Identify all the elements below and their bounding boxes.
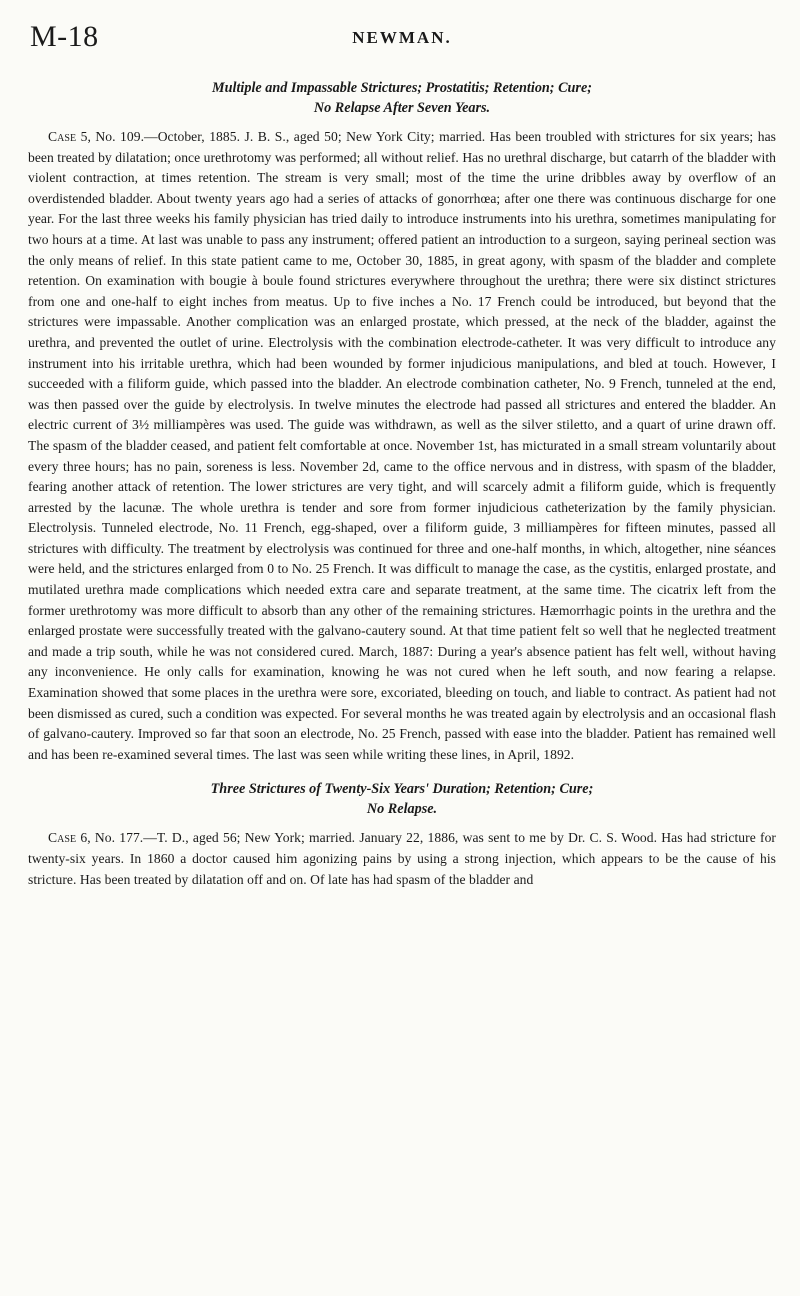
case-5-section (28, 78, 776, 765)
case-body: No. 109.—October, 1885. J. B. S., aged 50; New York City; married. Has been troubled with strictures for six years; has been treated by dilatation; once urethrotomy was performed; all without relief. Has no urethral discharge, but catarrh of the bladder with violent contraction, at times retention. The stream is very small; most of the time the urine dribbles away by overflow of an overdistended bladder. About twenty years ago had a series of attacks of gonorrhœa; after one there was continuous discharge for one year. For the last three weeks his family physician has tried daily to introduce instruments into his urethra, sometimes manipulating for two hours at a time. At last was unable to pass any instrument; offered patient an introduction to a surgeon, saying perineal section was the only means of relief. In this state patient came to me, October 30, 1885, in great agony, with spasm of the bladder and complete retention. On examination with bougie à boule found strictures everywhere throughout the urethra; there were six distinct strictures from one and one-half to eight inches from meatus. Up to five inches a No. 17 French could be introduced, but beyond that the strictures were impassable. Another complication was an enlarged prostate, which pressed, at the neck of the bladder, against the urethra, and prevented the outlet of urine. Electrolysis with the combination electrode-catheter. It was very difficult to introduce any instrument into his irritable urethra, which had been wounded by former injudicious manipulations, and bled at touch. However, I succeeded with a filiform guide, which passed into the bladder. An electrode combination catheter, No. 9 French, tunneled at the end, was then passed over the guide by electrolysis. In twelve minutes the electrode had passed all strictures and entered the bladder. An electric current of 3½ milliampères was used. The guide was withdrawn, as well as the silver stiletto, and a quart of urine drawn off. The spasm of the bladder ceased, and patient felt comfortable at once. November 1st, has micturated in a small stream voluntarily about every three hours; has no pain, soreness is less. November 2d, came to the office nervous and in distress, with spasm of the bladder, fearing another attack of retention. The lower strictures are very tight, and will scarcely admit a filiform guide, which is frequently arrested by the lacunæ. The whole urethra is tender and sore from former injudicious catheterization by the family physician. Electrolysis. Tunneled electrode, No. 11 French, egg-shaped, over a filiform guide, 3 milliampères for fifteen minutes, passed all strictures with difficulty. The treatment by electrolysis was continued for three and one-half months, in which, altogether, nine séances were held, and the strictures enlarged from 0 to No. 25 French. It was difficult to manage the case, as the cystitis, enlarged prostate, and mutilated urethra made complications which needed extra care and separate treatment, at the same time. The cicatrix left from the former urethrotomy was more difficult to absorb than any other of the remaining strictures. Hæmorrhagic points in the urethra and the enlarged prostate were successfully treated with the galvano-cautery sound. At that time patient felt so well that he neglected treatment and made a trip south, while he was not considered cured. March, 1887: During a year's absence patient has felt well, without having any inconvenience. He only calls for examination, knowing he was not cured when he left south, and now fearing a relapse. Examination showed that some places in the urethra were sore, excoriated, bleeding on touch, and liable to contract. As patient had not been dismissed as cured, such a condition was expected. For several months he was treated again by electrolysis and an occasional flash of galvano-cautery. Improved so far that soon an electrode, No. 25 French, passed with ease into the bladder. Patient has remained well and has been re-examined several times. The last was seen while writing these lines, in April, 1892. (28, 129, 777, 762)
page-number: M-18 (30, 20, 99, 53)
section-heading-line: Three Strictures of Twenty-Six Years' Duration; Retention; Cure; (210, 781, 594, 798)
case-body: No. 177.—T. D., aged 56; New York; married. January 22, 1886, was sent to me by Dr. C. S. Wood. Has had stricture for twenty-six years. In 1860 a doctor caused him agonizing pains by using a strong injection, which appears to be the cause of his stricture. Has been treated by dilatation off and on. Of late has had spasm of the bladder and (28, 830, 776, 887)
case-label: Case 6, (48, 830, 91, 846)
case-paragraph (28, 828, 776, 890)
case-6-section (28, 779, 776, 890)
case-paragraph (28, 127, 776, 765)
section-heading-line: No Relapse. (366, 801, 438, 818)
section-heading-line: Multiple and Impassable Strictures; Prostatitis; Retention; Cure; (212, 80, 592, 96)
running-header (28, 20, 776, 56)
running-title: NEWMAN. (352, 28, 452, 47)
case-label: Case 5, (48, 129, 91, 144)
section-heading-line: No Relapse After Seven Years. (313, 100, 491, 116)
section-heading (28, 779, 776, 819)
section-heading (28, 78, 776, 118)
